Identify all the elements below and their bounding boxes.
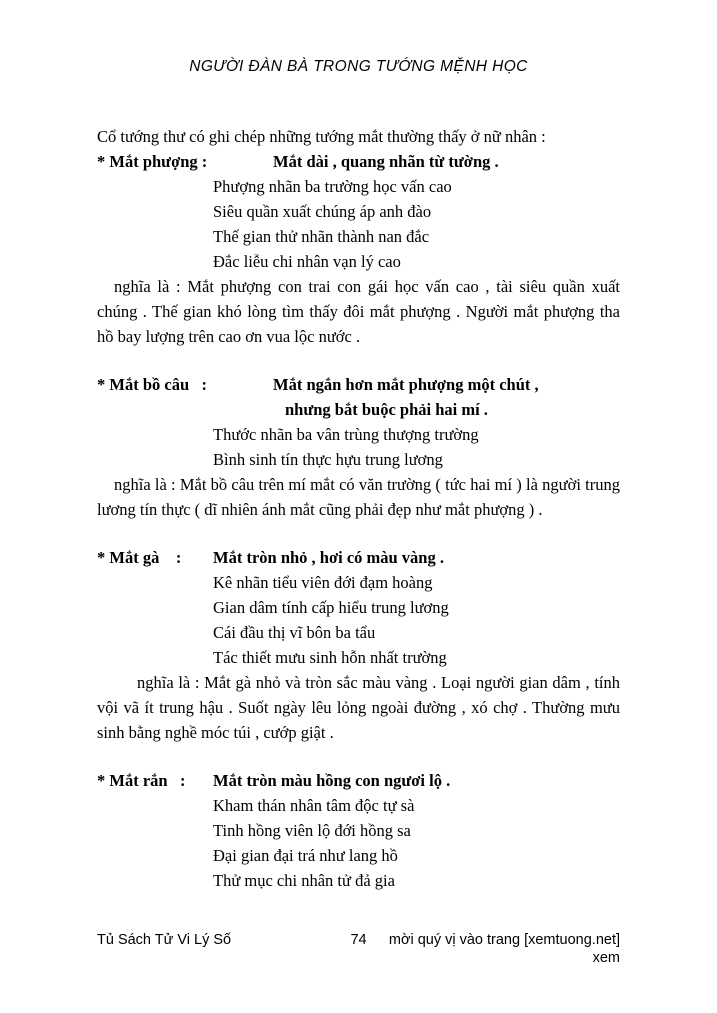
section-mat-ran bbox=[97, 768, 620, 893]
section-heading bbox=[97, 372, 620, 422]
verse-line: Gian dâm tính cấp hiểu trung lương bbox=[213, 598, 449, 617]
section-description-line: Mắt tròn màu hồng con ngươi lộ . bbox=[213, 771, 451, 790]
section-description bbox=[273, 372, 620, 422]
verse-line: Kê nhãn tiểu viên đới đạm hoàng bbox=[213, 573, 433, 592]
section-description-line: Mắt tròn nhỏ , hơi có màu vàng . bbox=[213, 548, 444, 567]
section-description bbox=[273, 149, 620, 174]
section-description bbox=[213, 545, 620, 570]
section-label: * Mắt rắn : bbox=[97, 771, 186, 790]
verse-line: Đại gian đại trá như lang hồ bbox=[213, 846, 398, 865]
verse-block bbox=[213, 570, 620, 670]
verse-line: Thước nhãn ba vân trùng thượng trường bbox=[213, 425, 479, 444]
verse-block bbox=[213, 793, 620, 893]
section-description-line: Mắt dài , quang nhãn từ tường . bbox=[273, 152, 499, 171]
verse-line: Siêu quần xuất chúng áp anh đào bbox=[213, 202, 432, 221]
section-mat-bo-cau bbox=[97, 372, 620, 522]
verse-line: Thử mục chi nhân tử đả gia bbox=[213, 871, 395, 890]
verse-line: Đắc liễu chi nhân vạn lý cao bbox=[213, 252, 401, 271]
section-mat-phuong bbox=[97, 149, 620, 349]
meaning-paragraph: nghĩa là : Mắt gà nhỏ và tròn sắc màu vàng . Loại người gian dâm , tính vội vã ít trung hậu . Suốt ngày lêu lỏng ngoài đường , xó chợ . Thường mưu sinh bằng nghề móc túi , cướp giật . bbox=[97, 673, 620, 742]
section-label: * Mắt bồ câu : bbox=[97, 375, 207, 394]
section-description-line: Mắt ngắn hơn mắt phượng một chút , bbox=[273, 375, 539, 394]
meaning-paragraph: nghĩa là : Mắt phượng con trai con gái học vấn cao , tài siêu quần xuất chúng . Thế gian khó lòng tìm thấy đôi mắt phượng . Người mắt phượng tha hồ bay lượng trên cao ơn vua lộc nước . bbox=[97, 277, 620, 346]
verse-block bbox=[213, 422, 620, 472]
intro-paragraph: Cổ tướng thư có ghi chép những tướng mắt thường thấy ở nữ nhân : bbox=[97, 127, 546, 146]
section-heading bbox=[97, 545, 620, 570]
section-heading bbox=[97, 149, 620, 174]
footer-page-number: 74 bbox=[350, 932, 367, 948]
verse-line: Bình sinh tín thực hựu trung lương bbox=[213, 450, 443, 469]
footer-site-note: mời quý vị vào trang [xemtuong.net] xem bbox=[388, 932, 621, 966]
verse-line: Tinh hồng viên lộ đới hồng sa bbox=[213, 821, 411, 840]
verse-line: Tác thiết mưu sinh hỗn nhất trường bbox=[213, 648, 447, 667]
section-mat-ga bbox=[97, 545, 620, 745]
page-title: NGƯỜI ĐÀN BÀ TRONG TƯỚNG MỆNH HỌC bbox=[189, 58, 528, 75]
verse-line: Phượng nhãn ba trường học vấn cao bbox=[213, 177, 452, 196]
section-description bbox=[213, 768, 620, 793]
verse-block bbox=[213, 174, 620, 274]
page-footer bbox=[97, 931, 620, 967]
section-description-line: nhưng bắt buộc phải hai mí . bbox=[285, 400, 488, 419]
footer-book-title: Tủ Sách Tử Vi Lý Số bbox=[97, 932, 232, 948]
verse-line: Kham thán nhân tâm độc tự sà bbox=[213, 796, 415, 815]
verse-line: Thế gian thử nhãn thành nan đắc bbox=[213, 227, 430, 246]
section-label: * Mắt phượng : bbox=[97, 152, 208, 171]
meaning-paragraph: nghĩa là : Mắt bồ câu trên mí mắt có văn trường ( tức hai mí ) là người trung lương tín thực ( dĩ nhiên ánh mắt cũng phải đẹp như mắt phượng ) . bbox=[97, 475, 620, 519]
verse-line: Cái đầu thị vĩ bôn ba tẩu bbox=[213, 623, 376, 642]
section-heading bbox=[97, 768, 620, 793]
section-label: * Mắt gà : bbox=[97, 548, 182, 567]
page-content bbox=[97, 124, 620, 893]
